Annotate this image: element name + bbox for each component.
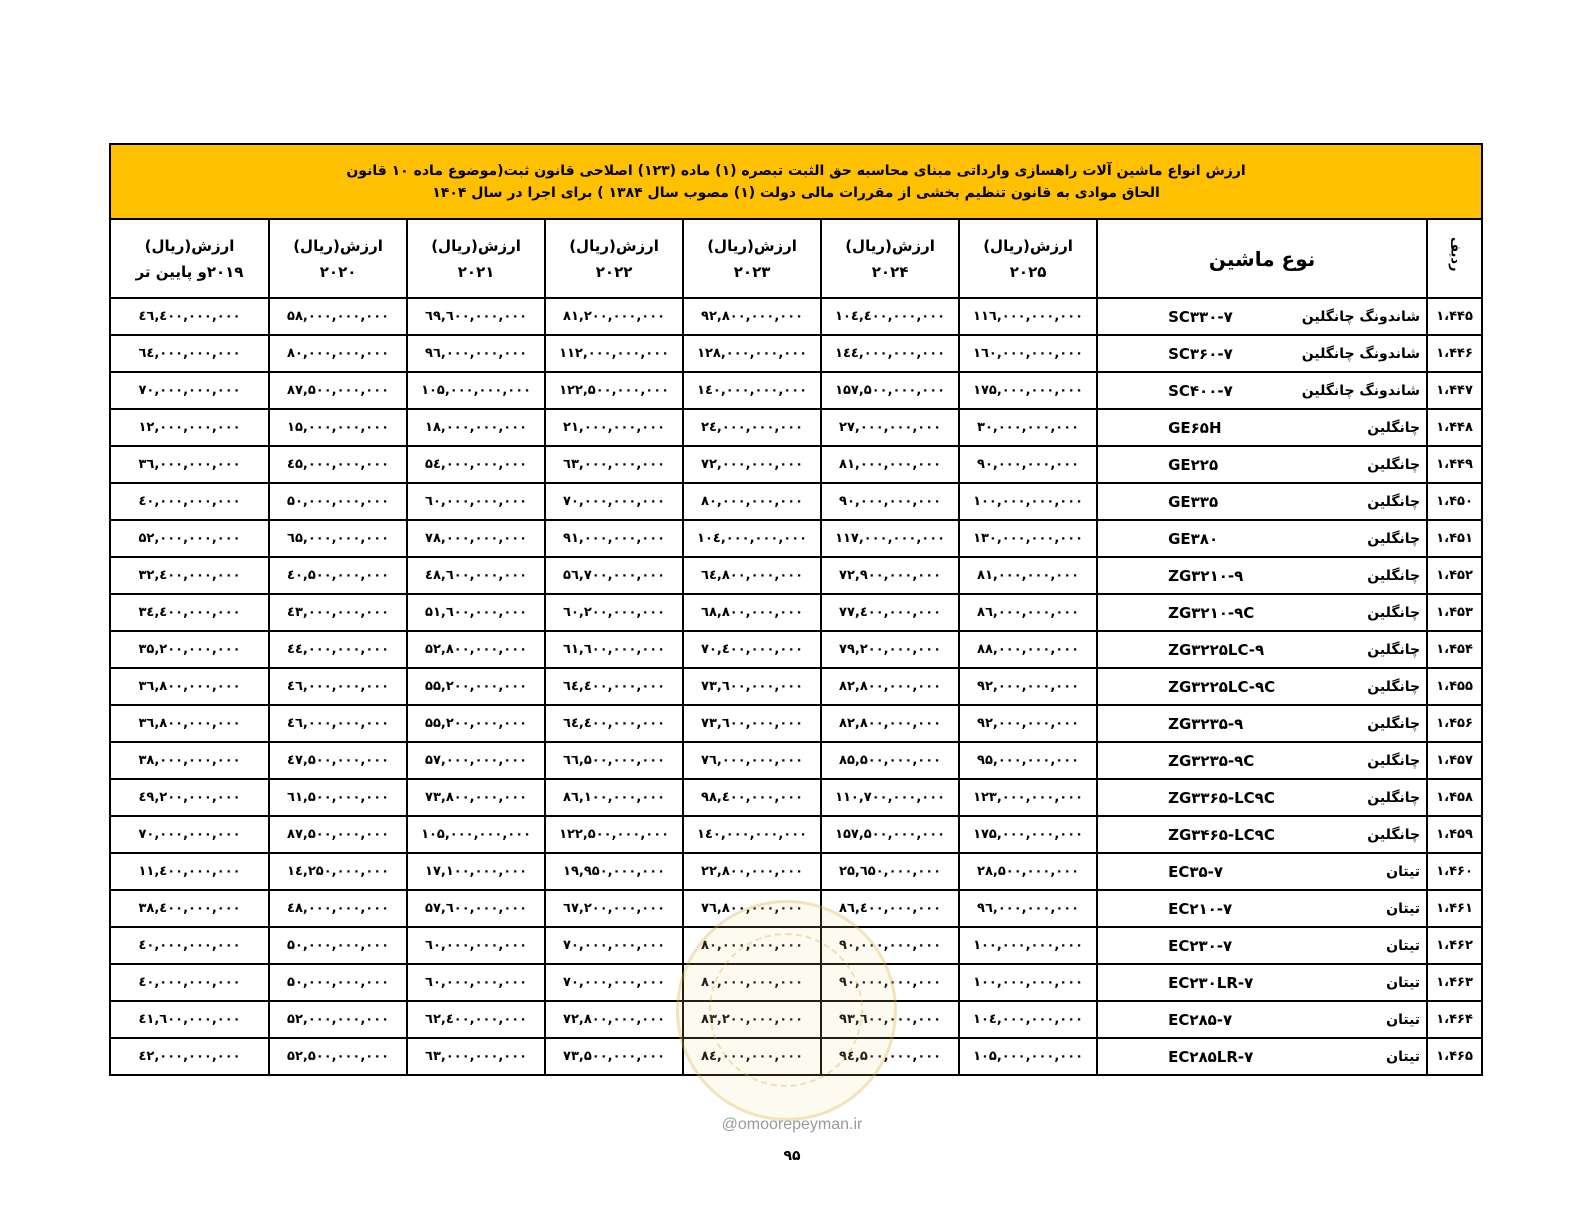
machine-brand: تیتان	[1386, 974, 1421, 991]
machine-brand: چانگلین	[1367, 419, 1421, 436]
row-number: ۱،۴۶۴	[1427, 1001, 1482, 1038]
table-row	[110, 742, 1482, 779]
header-year-label: ۲۰۲۱	[457, 262, 495, 281]
value-cell-year-6: ٤۲,۰۰۰,۰۰۰,۰۰۰	[110, 1038, 269, 1075]
value-cell-year-0: ۳۰,۰۰۰,۰۰۰,۰۰۰	[959, 409, 1097, 446]
value-cell-year-1: ۹۰,۰۰۰,۰۰۰,۰۰۰	[821, 927, 959, 964]
value-cell-year-1: ۱۵۷,۵۰۰,۰۰۰,۰۰۰	[821, 816, 959, 853]
machine-type-cell	[1097, 557, 1427, 594]
value-cell-year-5: ٤۷,۵۰۰,۰۰۰,۰۰۰	[269, 742, 407, 779]
value-cell-year-1: ۲۵,٦۵۰,۰۰۰,۰۰۰	[821, 853, 959, 890]
machine-type-cell	[1097, 520, 1427, 557]
value-cell-year-4: ۹٦,۰۰۰,۰۰۰,۰۰۰	[407, 335, 545, 372]
value-cell-year-0: ۱۰۵,۰۰۰,۰۰۰,۰۰۰	[959, 1038, 1097, 1075]
value-cell-year-5: ٤٤,۰۰۰,۰۰۰,۰۰۰	[269, 631, 407, 668]
machine-brand: چانگلین	[1367, 826, 1421, 843]
value-cell-year-1: ۹۰,۰۰۰,۰۰۰,۰۰۰	[821, 964, 959, 1001]
value-cell-year-5: ٤٦,۰۰۰,۰۰۰,۰۰۰	[269, 668, 407, 705]
value-cell-year-1: ۱۰٤,٤۰۰,۰۰۰,۰۰۰	[821, 298, 959, 335]
value-cell-year-6: ۳۵,۲۰۰,۰۰۰,۰۰۰	[110, 631, 269, 668]
value-cell-year-0: ۸٦,۰۰۰,۰۰۰,۰۰۰	[959, 594, 1097, 631]
value-cell-year-5: ۵۲,۵۰۰,۰۰۰,۰۰۰	[269, 1038, 407, 1075]
value-cell-year-6: ٤۰,۰۰۰,۰۰۰,۰۰۰	[110, 964, 269, 1001]
machine-type-cell	[1097, 594, 1427, 631]
value-cell-year-5: ٤٦,۰۰۰,۰۰۰,۰۰۰	[269, 705, 407, 742]
table-row	[110, 705, 1482, 742]
value-cell-year-0: ۱۷۵,۰۰۰,۰۰۰,۰۰۰	[959, 372, 1097, 409]
value-cell-year-6: ٤۱,٦۰۰,۰۰۰,۰۰۰	[110, 1001, 269, 1038]
header-value-label: ارزش(ریال)	[845, 236, 935, 255]
value-cell-year-3: ۷۳,۵۰۰,۰۰۰,۰۰۰	[545, 1038, 683, 1075]
table-title	[110, 144, 1482, 219]
value-cell-year-0: ۱۰۰,۰۰۰,۰۰۰,۰۰۰	[959, 483, 1097, 520]
machine-brand: شاندونگ چانگلین	[1301, 345, 1421, 362]
table-row	[110, 668, 1482, 705]
header-year-label: ۲۰۱۹و پایین تر	[135, 262, 244, 281]
header-radif: ردیف	[1427, 219, 1482, 298]
value-cell-year-4: ۵۷,۰۰۰,۰۰۰,۰۰۰	[407, 742, 545, 779]
value-cell-year-1: ۸۲,۸۰۰,۰۰۰,۰۰۰	[821, 668, 959, 705]
value-cell-year-6: ۳٦,۸۰۰,۰۰۰,۰۰۰	[110, 668, 269, 705]
table-row	[110, 298, 1482, 335]
machine-type-cell	[1097, 631, 1427, 668]
machine-brand: چانگلین	[1367, 530, 1421, 547]
machine-model: ZG۳۳۶۵-LC۹C	[1168, 788, 1275, 807]
value-cell-year-2: ٦۸,۸۰۰,۰۰۰,۰۰۰	[683, 594, 821, 631]
value-cell-year-6: ٦٤,۰۰۰,۰۰۰,۰۰۰	[110, 335, 269, 372]
value-cell-year-1: ۱۱۰,۷۰۰,۰۰۰,۰۰۰	[821, 779, 959, 816]
row-number: ۱،۴۶۳	[1427, 964, 1482, 1001]
value-cell-year-4: ۵۷,٦۰۰,۰۰۰,۰۰۰	[407, 890, 545, 927]
machine-model: ZG۳۲۱۰-۹C	[1168, 603, 1255, 622]
value-cell-year-2: ۸۳,۲۰۰,۰۰۰,۰۰۰	[683, 1001, 821, 1038]
value-cell-year-2: ۱٤۰,۰۰۰,۰۰۰,۰۰۰	[683, 372, 821, 409]
machine-brand: تیتان	[1386, 1048, 1421, 1065]
value-cell-year-6: ۳٦,۰۰۰,۰۰۰,۰۰۰	[110, 446, 269, 483]
value-cell-year-3: ۷۰,۰۰۰,۰۰۰,۰۰۰	[545, 483, 683, 520]
value-cell-year-2: ۱٤۰,۰۰۰,۰۰۰,۰۰۰	[683, 816, 821, 853]
value-cell-year-2: ۱۲۸,۰۰۰,۰۰۰,۰۰۰	[683, 335, 821, 372]
table-row	[110, 779, 1482, 816]
row-number: ۱،۴۵۰	[1427, 483, 1482, 520]
row-number: ۱،۴۵۵	[1427, 668, 1482, 705]
value-cell-year-2: ۷٦,۰۰۰,۰۰۰,۰۰۰	[683, 742, 821, 779]
value-cell-year-4: ٤۸,٦۰۰,۰۰۰,۰۰۰	[407, 557, 545, 594]
machine-model: SC۴۰۰-۷	[1168, 381, 1233, 400]
table-row	[110, 816, 1482, 853]
value-cell-year-1: ۷۹,۲۰۰,۰۰۰,۰۰۰	[821, 631, 959, 668]
machine-brand: چانگلین	[1367, 641, 1421, 658]
machine-model: ZG۳۲۲۵LC-۹	[1168, 640, 1265, 659]
value-cell-year-0: ۱۰۰,۰۰۰,۰۰۰,۰۰۰	[959, 927, 1097, 964]
machine-model: EC۳۵-۷	[1168, 862, 1224, 881]
machine-brand: شاندونگ چانگلین	[1301, 382, 1421, 399]
value-cell-year-5: ۸۷,۵۰۰,۰۰۰,۰۰۰	[269, 372, 407, 409]
value-cell-year-4: ۵۵,۲۰۰,۰۰۰,۰۰۰	[407, 705, 545, 742]
value-cell-year-3: ٦۰,۲۰۰,۰۰۰,۰۰۰	[545, 594, 683, 631]
table-row	[110, 520, 1482, 557]
value-cell-year-3: ٦٤,٤۰۰,۰۰۰,۰۰۰	[545, 705, 683, 742]
machine-type-cell	[1097, 335, 1427, 372]
header-value-label: ارزش(ریال)	[431, 236, 521, 255]
value-cell-year-4: ٦۲,٤۰۰,۰۰۰,۰۰۰	[407, 1001, 545, 1038]
value-cell-year-5: ٤۰,۵۰۰,۰۰۰,۰۰۰	[269, 557, 407, 594]
value-cell-year-1: ۸۲,۸۰۰,۰۰۰,۰۰۰	[821, 705, 959, 742]
machine-brand: تیتان	[1386, 1011, 1421, 1028]
value-cell-year-2: ۷۲,۰۰۰,۰۰۰,۰۰۰	[683, 446, 821, 483]
machine-model: SC۳۶۰-۷	[1168, 344, 1233, 363]
machine-model: GE۳۳۵	[1168, 492, 1219, 511]
value-cell-year-5: ۸۰,۰۰۰,۰۰۰,۰۰۰	[269, 335, 407, 372]
machine-model: EC۲۸۵LR-۷	[1168, 1047, 1254, 1066]
header-year-label: ۲۰۲۴	[871, 262, 909, 281]
header-year-2	[683, 219, 821, 298]
value-cell-year-0: ۹۵,۰۰۰,۰۰۰,۰۰۰	[959, 742, 1097, 779]
value-cell-year-1: ۹۰,۰۰۰,۰۰۰,۰۰۰	[821, 483, 959, 520]
value-cell-year-2: ۷۰,٤۰۰,۰۰۰,۰۰۰	[683, 631, 821, 668]
value-cell-year-4: ٦۰,۰۰۰,۰۰۰,۰۰۰	[407, 483, 545, 520]
row-number: ۱،۴۵۲	[1427, 557, 1482, 594]
machine-type-cell	[1097, 927, 1427, 964]
value-cell-year-2: ۸۰,۰۰۰,۰۰۰,۰۰۰	[683, 927, 821, 964]
machine-type-cell	[1097, 1038, 1427, 1075]
value-cell-year-0: ۸۱,۰۰۰,۰۰۰,۰۰۰	[959, 557, 1097, 594]
machine-brand: چانگلین	[1367, 789, 1421, 806]
value-cell-year-1: ۷۷,٤۰۰,۰۰۰,۰۰۰	[821, 594, 959, 631]
machine-type-cell	[1097, 1001, 1427, 1038]
value-cell-year-0: ۲۸,۵۰۰,۰۰۰,۰۰۰	[959, 853, 1097, 890]
machine-type-cell	[1097, 409, 1427, 446]
table-row	[110, 631, 1482, 668]
value-cell-year-4: ۵۲,۸۰۰,۰۰۰,۰۰۰	[407, 631, 545, 668]
value-cell-year-2: ۹۸,٤۰۰,۰۰۰,۰۰۰	[683, 779, 821, 816]
table-row	[110, 409, 1482, 446]
row-number: ۱،۴۵۸	[1427, 779, 1482, 816]
value-cell-year-3: ۷۲,۸۰۰,۰۰۰,۰۰۰	[545, 1001, 683, 1038]
website-url: @omoorepeyman.ir	[721, 1116, 863, 1133]
row-number: ۱،۴۵۱	[1427, 520, 1482, 557]
value-cell-year-3: ۱۹,۹۵۰,۰۰۰,۰۰۰	[545, 853, 683, 890]
value-cell-year-1: ۹۳,٦۰۰,۰۰۰,۰۰۰	[821, 1001, 959, 1038]
machine-brand: چانگلین	[1367, 604, 1421, 621]
value-cell-year-2: ۱۰٤,۰۰۰,۰۰۰,۰۰۰	[683, 520, 821, 557]
header-year-0	[959, 219, 1097, 298]
value-cell-year-2: ۷۳,٦۰۰,۰۰۰,۰۰۰	[683, 668, 821, 705]
header-value-label: ارزش(ریال)	[144, 236, 235, 255]
table-row	[110, 594, 1482, 631]
value-cell-year-4: ٦۰,۰۰۰,۰۰۰,۰۰۰	[407, 927, 545, 964]
row-number: ۱،۴۵۹	[1427, 816, 1482, 853]
machine-model: ZG۳۲۱۰-۹	[1168, 566, 1244, 585]
value-cell-year-4: ۱۷,۱۰۰,۰۰۰,۰۰۰	[407, 853, 545, 890]
value-cell-year-6: ٤۹,۲۰۰,۰۰۰,۰۰۰	[110, 779, 269, 816]
row-number: ۱،۴۴۶	[1427, 335, 1482, 372]
value-cell-year-5: ۵۰,۰۰۰,۰۰۰,۰۰۰	[269, 483, 407, 520]
header-year-5	[269, 219, 407, 298]
value-cell-year-4: ٦۹,٦۰۰,۰۰۰,۰۰۰	[407, 298, 545, 335]
value-cell-year-1: ۸۱,۰۰۰,۰۰۰,۰۰۰	[821, 446, 959, 483]
value-cell-year-3: ۱۱۲,۰۰۰,۰۰۰,۰۰۰	[545, 335, 683, 372]
value-cell-year-4: ۵۱,٦۰۰,۰۰۰,۰۰۰	[407, 594, 545, 631]
header-year-3	[545, 219, 683, 298]
value-cell-year-3: ۵٦,۷۰۰,۰۰۰,۰۰۰	[545, 557, 683, 594]
value-cell-year-5: ۱۵,۰۰۰,۰۰۰,۰۰۰	[269, 409, 407, 446]
value-cell-year-6: ۳٤,٤۰۰,۰۰۰,۰۰۰	[110, 594, 269, 631]
header-year-6	[110, 219, 269, 298]
value-cell-year-6: ۱۱,٤۰۰,۰۰۰,۰۰۰	[110, 853, 269, 890]
value-cell-year-0: ۹٦,۰۰۰,۰۰۰,۰۰۰	[959, 890, 1097, 927]
value-cell-year-5: ٤۵,۰۰۰,۰۰۰,۰۰۰	[269, 446, 407, 483]
value-cell-year-5: ۱٤,۲۵۰,۰۰۰,۰۰۰	[269, 853, 407, 890]
machine-type-cell	[1097, 483, 1427, 520]
value-cell-year-3: ۱۲۲,۵۰۰,۰۰۰,۰۰۰	[545, 816, 683, 853]
value-cell-year-5: ۵۰,۰۰۰,۰۰۰,۰۰۰	[269, 927, 407, 964]
value-cell-year-2: ۲٤,۰۰۰,۰۰۰,۰۰۰	[683, 409, 821, 446]
value-cell-year-4: ۱۰۵,۰۰۰,۰۰۰,۰۰۰	[407, 816, 545, 853]
value-cell-year-3: ۲۱,۰۰۰,۰۰۰,۰۰۰	[545, 409, 683, 446]
value-cell-year-1: ۸٦,٤۰۰,۰۰۰,۰۰۰	[821, 890, 959, 927]
row-number: ۱،۴۴۹	[1427, 446, 1482, 483]
row-number: ۱،۴۴۸	[1427, 409, 1482, 446]
table-row	[110, 483, 1482, 520]
value-cell-year-1: ۸۵,۵۰۰,۰۰۰,۰۰۰	[821, 742, 959, 779]
value-cell-year-6: ۷۰,۰۰۰,۰۰۰,۰۰۰	[110, 372, 269, 409]
row-number: ۱،۴۶۲	[1427, 927, 1482, 964]
row-number: ۱،۴۵۷	[1427, 742, 1482, 779]
value-cell-year-3: ۷۰,۰۰۰,۰۰۰,۰۰۰	[545, 927, 683, 964]
header-value-label: ارزش(ریال)	[983, 236, 1073, 255]
machine-type-cell	[1097, 372, 1427, 409]
table-row	[110, 853, 1482, 890]
value-cell-year-4: ٦۰,۰۰۰,۰۰۰,۰۰۰	[407, 964, 545, 1001]
value-cell-year-1: ۱۱۷,۰۰۰,۰۰۰,۰۰۰	[821, 520, 959, 557]
machine-model: ZG۳۲۳۵-۹C	[1168, 751, 1255, 770]
value-cell-year-6: ۱۲,۰۰۰,۰۰۰,۰۰۰	[110, 409, 269, 446]
header-value-label: ارزش(ریال)	[569, 236, 659, 255]
watermark-seal	[676, 900, 897, 1121]
machine-brand: شاندونگ چانگلین	[1301, 308, 1421, 325]
value-cell-year-5: ۵۸,۰۰۰,۰۰۰,۰۰۰	[269, 298, 407, 335]
machine-type-cell	[1097, 779, 1427, 816]
value-cell-year-1: ۹٤,۵۰۰,۰۰۰,۰۰۰	[821, 1038, 959, 1075]
value-cell-year-5: ۵۰,۰۰۰,۰۰۰,۰۰۰	[269, 964, 407, 1001]
value-cell-year-0: ۱٦۰,۰۰۰,۰۰۰,۰۰۰	[959, 335, 1097, 372]
value-cell-year-0: ۹۲,۰۰۰,۰۰۰,۰۰۰	[959, 705, 1097, 742]
machine-type-cell	[1097, 705, 1427, 742]
machine-model: EC۲۱۰-۷	[1168, 899, 1233, 918]
title-line-1: ارزش انواع ماشین آلات راهسازی وارداتی مبنای محاسبه حق الثبت تبصره (۱) ماده (۱۲۳) اصلاحی قانون ثبت(موضوع ماده ۱۰ قانون	[346, 162, 1246, 179]
value-cell-year-5: ۵۲,۰۰۰,۰۰۰,۰۰۰	[269, 1001, 407, 1038]
machine-brand: چانگلین	[1367, 752, 1421, 769]
header-machine-type: نوع ماشین	[1097, 219, 1427, 298]
value-cell-year-5: ٤۸,۰۰۰,۰۰۰,۰۰۰	[269, 890, 407, 927]
title-line-2: الحاق موادی به قانون تنظیم بخشی از مقررات مالی دولت (۱) مصوب سال ۱۳۸۴ ) برای اجرا در سال ۱۴۰۴	[432, 184, 1160, 201]
value-cell-year-0: ۱۲۳,۰۰۰,۰۰۰,۰۰۰	[959, 779, 1097, 816]
machine-model: EC۲۳۰LR-۷	[1168, 973, 1254, 992]
machine-brand: چانگلین	[1367, 456, 1421, 473]
value-cell-year-6: ٤٦,٤۰۰,۰۰۰,۰۰۰	[110, 298, 269, 335]
row-number: ۱،۴۵۶	[1427, 705, 1482, 742]
machine-model: SC۳۳۰-۷	[1168, 307, 1233, 326]
value-cell-year-3: ٦٦,۵۰۰,۰۰۰,۰۰۰	[545, 742, 683, 779]
value-cell-year-4: ۱۸,۰۰۰,۰۰۰,۰۰۰	[407, 409, 545, 446]
value-cell-year-3: ٦٤,٤۰۰,۰۰۰,۰۰۰	[545, 668, 683, 705]
value-cell-year-1: ۱٤٤,۰۰۰,۰۰۰,۰۰۰	[821, 335, 959, 372]
machine-model: GE۶۵H	[1168, 418, 1222, 437]
value-cell-year-3: ٦۳,۰۰۰,۰۰۰,۰۰۰	[545, 446, 683, 483]
row-number: ۱،۴۴۷	[1427, 372, 1482, 409]
value-cell-year-4: ٦۳,۰۰۰,۰۰۰,۰۰۰	[407, 1038, 545, 1075]
value-cell-year-6: ٤۰,۰۰۰,۰۰۰,۰۰۰	[110, 483, 269, 520]
value-cell-year-3: ۱۲۲,۵۰۰,۰۰۰,۰۰۰	[545, 372, 683, 409]
value-cell-year-3: ٦۷,۲۰۰,۰۰۰,۰۰۰	[545, 890, 683, 927]
table-row	[110, 335, 1482, 372]
header-value-label: ارزش(ریال)	[707, 236, 797, 255]
value-cell-year-4: ۷۳,۸۰۰,۰۰۰,۰۰۰	[407, 779, 545, 816]
machine-model: ZG۳۲۲۵LC-۹C	[1168, 677, 1276, 696]
header-value-label: ارزش(ریال)	[293, 236, 383, 255]
value-cell-year-3: ۷۰,۰۰۰,۰۰۰,۰۰۰	[545, 964, 683, 1001]
machine-model: ZG۳۴۶۵-LC۹C	[1168, 825, 1275, 844]
machine-type-cell	[1097, 668, 1427, 705]
value-cell-year-4: ۵٤,۰۰۰,۰۰۰,۰۰۰	[407, 446, 545, 483]
value-cell-year-2: ۸۰,۰۰۰,۰۰۰,۰۰۰	[683, 483, 821, 520]
header-year-4	[407, 219, 545, 298]
header-year-label: ۲۰۲۰	[319, 262, 357, 281]
value-cell-year-5: ٦۵,۰۰۰,۰۰۰,۰۰۰	[269, 520, 407, 557]
row-number: ۱،۴۴۵	[1427, 298, 1482, 335]
machine-type-cell	[1097, 446, 1427, 483]
value-cell-year-5: ۸۷,۵۰۰,۰۰۰,۰۰۰	[269, 816, 407, 853]
value-cell-year-3: ۹۱,۰۰۰,۰۰۰,۰۰۰	[545, 520, 683, 557]
value-cell-year-0: ۱۰۰,۰۰۰,۰۰۰,۰۰۰	[959, 964, 1097, 1001]
machine-model: GE۲۲۵	[1168, 455, 1219, 474]
machine-brand: تیتان	[1386, 937, 1421, 954]
machine-model: EC۲۳۰-۷	[1168, 936, 1233, 955]
value-cell-year-5: ٦۱,۵۰۰,۰۰۰,۰۰۰	[269, 779, 407, 816]
table-row	[110, 372, 1482, 409]
value-cell-year-6: ٤۰,۰۰۰,۰۰۰,۰۰۰	[110, 927, 269, 964]
value-cell-year-0: ۱۱٦,۰۰۰,۰۰۰,۰۰۰	[959, 298, 1097, 335]
value-cell-year-0: ۹۰,۰۰۰,۰۰۰,۰۰۰	[959, 446, 1097, 483]
machine-brand: تیتان	[1386, 863, 1421, 880]
value-cell-year-2: ۸۰,۰۰۰,۰۰۰,۰۰۰	[683, 964, 821, 1001]
row-number: ۱،۴۶۰	[1427, 853, 1482, 890]
value-cell-year-0: ۹۲,۰۰۰,۰۰۰,۰۰۰	[959, 668, 1097, 705]
value-cell-year-3: ۸٦,۱۰۰,۰۰۰,۰۰۰	[545, 779, 683, 816]
row-number: ۱،۴۵۳	[1427, 594, 1482, 631]
value-cell-year-2: ٦٤,۸۰۰,۰۰۰,۰۰۰	[683, 557, 821, 594]
value-cell-year-6: ۵۲,۰۰۰,۰۰۰,۰۰۰	[110, 520, 269, 557]
value-cell-year-6: ۷۰,۰۰۰,۰۰۰,۰۰۰	[110, 816, 269, 853]
machine-brand: تیتان	[1386, 900, 1421, 917]
table-row	[110, 557, 1482, 594]
value-cell-year-4: ۷۸,۰۰۰,۰۰۰,۰۰۰	[407, 520, 545, 557]
machine-type-cell	[1097, 964, 1427, 1001]
value-cell-year-6: ۳۲,٤۰۰,۰۰۰,۰۰۰	[110, 557, 269, 594]
value-cell-year-6: ۳۸,۰۰۰,۰۰۰,۰۰۰	[110, 742, 269, 779]
table-row	[110, 446, 1482, 483]
value-cell-year-1: ۷۲,۹۰۰,۰۰۰,۰۰۰	[821, 557, 959, 594]
value-cell-year-3: ٦۱,٦۰۰,۰۰۰,۰۰۰	[545, 631, 683, 668]
value-cell-year-4: ۵۵,۲۰۰,۰۰۰,۰۰۰	[407, 668, 545, 705]
header-year-label: ۲۰۲۵	[1009, 262, 1047, 281]
machine-model: ZG۳۲۳۵-۹	[1168, 714, 1244, 733]
value-cell-year-2: ۲۲,۸۰۰,۰۰۰,۰۰۰	[683, 853, 821, 890]
machine-brand: چانگلین	[1367, 493, 1421, 510]
machine-type-cell	[1097, 298, 1427, 335]
machine-type-cell	[1097, 890, 1427, 927]
machine-type-cell	[1097, 742, 1427, 779]
header-year-1	[821, 219, 959, 298]
value-cell-year-4: ۱۰۵,۰۰۰,۰۰۰,۰۰۰	[407, 372, 545, 409]
value-cell-year-1: ۱۵۷,۵۰۰,۰۰۰,۰۰۰	[821, 372, 959, 409]
watermark-seal-ring	[709, 933, 863, 1087]
value-cell-year-5: ٤۳,۰۰۰,۰۰۰,۰۰۰	[269, 594, 407, 631]
value-cell-year-6: ۳۸,٤۰۰,۰۰۰,۰۰۰	[110, 890, 269, 927]
row-number: ۱،۴۶۱	[1427, 890, 1482, 927]
value-cell-year-2: ۷٦,۸۰۰,۰۰۰,۰۰۰	[683, 890, 821, 927]
machine-model: GE۳۸۰	[1168, 529, 1219, 548]
row-number: ۱،۴۶۵	[1427, 1038, 1482, 1075]
value-cell-year-6: ۳٦,۸۰۰,۰۰۰,۰۰۰	[110, 705, 269, 742]
value-cell-year-0: ۸۸,۰۰۰,۰۰۰,۰۰۰	[959, 631, 1097, 668]
row-number: ۱،۴۵۴	[1427, 631, 1482, 668]
machine-brand: چانگلین	[1367, 678, 1421, 695]
header-year-label: ۲۰۲۳	[733, 262, 771, 281]
value-cell-year-2: ۷۳,٦۰۰,۰۰۰,۰۰۰	[683, 705, 821, 742]
machine-type-cell	[1097, 853, 1427, 890]
page-number: ۹۵	[783, 1148, 801, 1164]
value-cell-year-0: ۱۳۰,۰۰۰,۰۰۰,۰۰۰	[959, 520, 1097, 557]
value-cell-year-2: ۹۲,۸۰۰,۰۰۰,۰۰۰	[683, 298, 821, 335]
value-cell-year-0: ۱۰٤,۰۰۰,۰۰۰,۰۰۰	[959, 1001, 1097, 1038]
machine-brand: چانگلین	[1367, 715, 1421, 732]
value-cell-year-1: ۲۷,۰۰۰,۰۰۰,۰۰۰	[821, 409, 959, 446]
machine-type-cell	[1097, 816, 1427, 853]
value-cell-year-0: ۱۷۵,۰۰۰,۰۰۰,۰۰۰	[959, 816, 1097, 853]
header-year-label: ۲۰۲۲	[595, 262, 633, 281]
machine-brand: چانگلین	[1367, 567, 1421, 584]
machine-model: EC۲۸۵-۷	[1168, 1010, 1233, 1029]
value-cell-year-2: ۸٤,۰۰۰,۰۰۰,۰۰۰	[683, 1038, 821, 1075]
value-cell-year-3: ۸۱,۲۰۰,۰۰۰,۰۰۰	[545, 298, 683, 335]
